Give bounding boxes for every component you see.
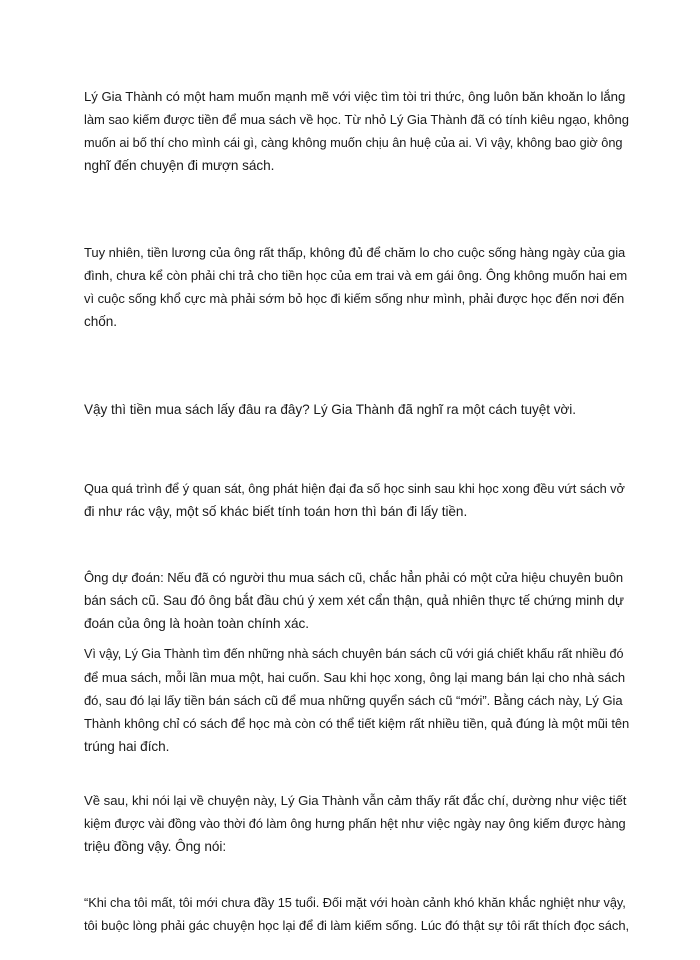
text-line: Lý Gia Thành có một ham muốn mạnh mẽ với việc tìm tòi tri thức, ông luôn băn khoăn lo lắng — [84, 89, 626, 104]
text-line: kiệm được vài đồng vào thời đó làm ông hưng phấn hệt như việc ngày nay ông kiếm được hàng — [84, 816, 626, 831]
text-line: làm sao kiếm được tiền để mua sách về học. Từ nhỏ Lý Gia Thành đã có tính kiêu ngạo, không — [84, 112, 629, 127]
text-line: muốn ai bố thí cho mình cái gì, càng không muốn chịu ân huệ của ai. Vì vậy, không bao giờ ông — [84, 135, 623, 150]
paragraph-3 — [84, 398, 624, 421]
paragraph-1 — [84, 85, 629, 177]
text-line: Ông dự đoán: Nếu đã có người thu mua sách cũ, chắc hẳn phải có một cửa hiệu chuyên buôn — [84, 570, 624, 585]
text-line: vì cuộc sống khổ cực mà phải sớm bỏ học đi kiếm sống như mình, phải được học đến nơi đến — [84, 291, 625, 306]
text-line: “Khi cha tôi mất, tôi mới chưa đầy 15 tuổi. Đối mặt với hoàn cảnh khó khăn khắc nghiệt như vậy, — [84, 895, 626, 910]
text-line: bán sách cũ. Sau đó ông bắt đầu chú ý xem xét cẩn thận, quả nhiên thực tế chứng minh dự — [84, 593, 624, 608]
text-line: nghĩ đến chuyện đi mượn sách. — [84, 158, 275, 173]
text-line: đó, sau đó lại lấy tiền bán sách cũ để mua những quyển sách cũ “mới”. Bằng cách này, Lý Gia — [84, 693, 623, 708]
paragraph-4 — [84, 477, 624, 523]
text-line: chốn. — [84, 314, 118, 329]
text-line: Về sau, khi nói lại về chuyện này, Lý Gia Thành vẫn cảm thấy rất đắc chí, dường như việc tiết — [84, 793, 627, 808]
text-line: trúng hai đích. — [84, 739, 170, 754]
text-line: Qua quá trình để ý quan sát, ông phát hiện đại đa số học sinh sau khi học xong đều vứt sách vở — [84, 481, 625, 496]
paragraph-6 — [84, 643, 630, 758]
paragraph-8 — [84, 891, 630, 937]
paragraph-2 — [84, 241, 628, 333]
text-line: triệu đồng vậy. Ông nói: — [84, 839, 227, 854]
text-line: đi như rác vậy, một số khác biết tính toán hơn thì bán đi lấy tiền. — [84, 504, 468, 519]
paragraph-5 — [84, 566, 624, 635]
text-line: Vậy thì tiền mua sách lấy đâu ra đây? Lý Gia Thành đã nghĩ ra một cách tuyệt vời. — [84, 402, 576, 417]
text-line: Vì vậy, Lý Gia Thành tìm đến những nhà sách chuyên bán sách cũ với giá chiết khấu rất nhiều đó — [84, 647, 624, 661]
text-line: đoán của ông là hoàn toàn chính xác. — [84, 616, 309, 631]
text-line: đình, chưa kể còn phải chi trả cho tiền học của em trai và em gái ông. Ông không muốn hai em — [84, 268, 628, 283]
text-line: Thành không chỉ có sách để học mà còn có thể tiết kiệm rất nhiều tiền, quả đúng là một mũi tên — [84, 716, 630, 731]
text-line: tôi buộc lòng phải gác chuyện học lại để đi làm kiếm sống. Lúc đó thật sự tôi rất thích đọc sách, — [84, 918, 630, 933]
text-line: để mua sách, mỗi lần mua một, hai cuốn. Sau khi học xong, ông lại mang bán lại cho nhà sách — [84, 670, 626, 685]
paragraph-7 — [84, 789, 627, 858]
text-line: Tuy nhiên, tiền lương của ông rất thấp, không đủ để chăm lo cho cuộc sống hàng ngày của gia — [84, 245, 626, 260]
